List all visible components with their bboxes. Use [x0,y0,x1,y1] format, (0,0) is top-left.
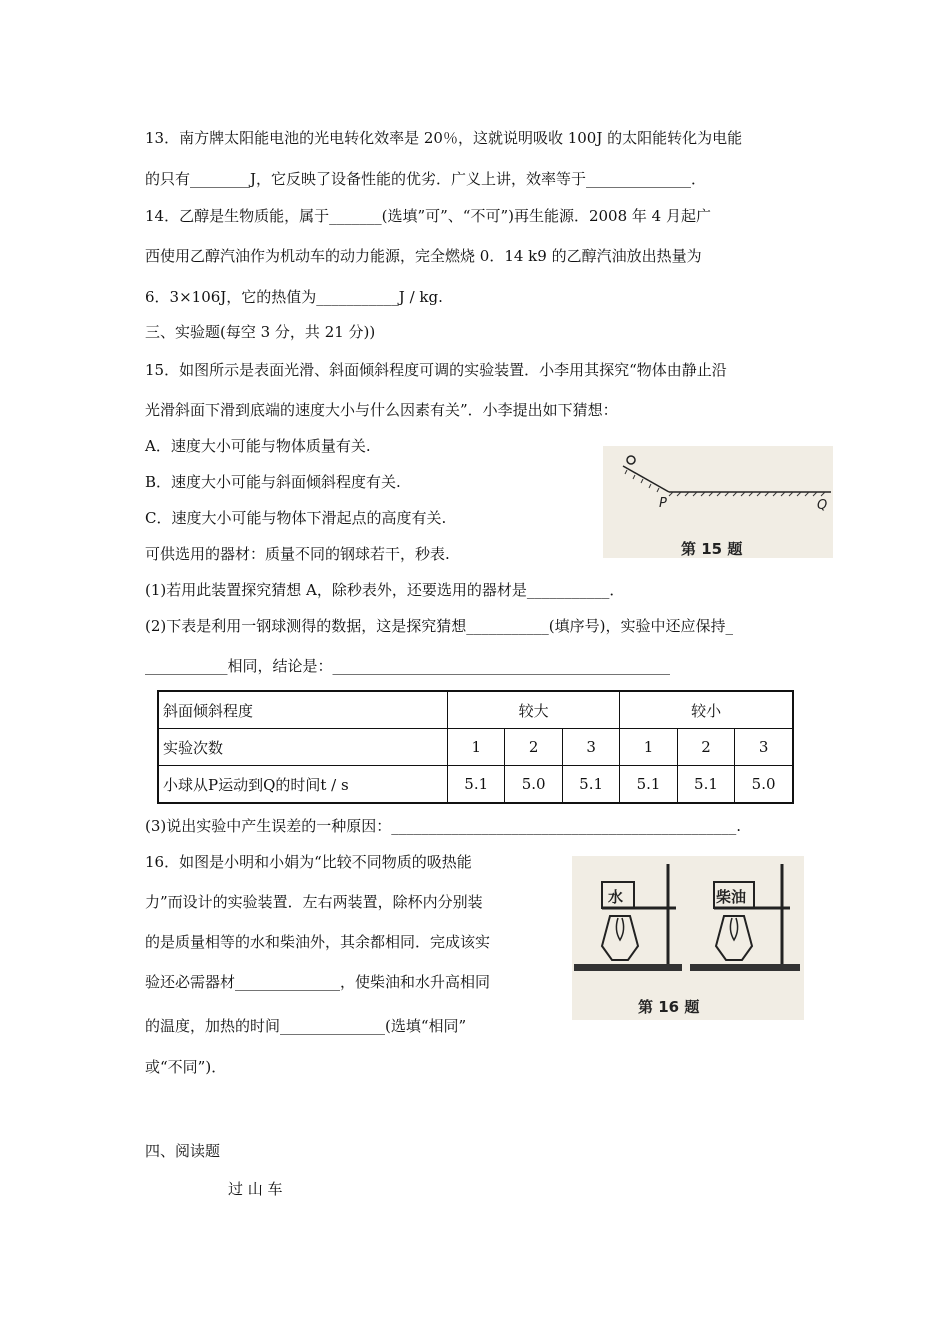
table-cell: 5.1 [677,766,734,804]
q14-line-3: 6．3×106J，它的热值为___________J / kg. [145,288,443,306]
table-header-cell: 斜面倾斜程度 [158,691,448,729]
q15-materials: 可供选用的器材：质量不同的钢球若干，秒表. [145,545,450,563]
ball-icon [627,456,635,464]
q16-figure-caption: 第 16 题 [638,998,700,1016]
left-burner-icon [602,916,638,960]
q15-line-1: 15．如图所示是表面光滑、斜面倾斜程度可调的实验装置．小李用其探究“物体由静止沿 [145,361,727,379]
table-cell: 5.0 [505,766,562,804]
right-beaker-label: 柴油 [716,888,747,906]
point-p-label: P [659,496,667,511]
table-header-cell: 小球从P运动到Q的时间t / s [158,766,448,804]
left-flame-icon [616,918,623,940]
right-burner-icon [716,916,752,960]
incline-line [623,466,669,492]
table-cell: 2 [505,729,562,766]
right-flame-icon [730,918,737,940]
q14-line-2: 西使用乙醇汽油作为机动车的动力能源，完全燃烧 0．14 k9 的乙醇汽油放出热量为 [145,247,702,265]
q16-line-3: 的是质量相等的水和柴油外，其余都相同．完成该实 [145,933,491,951]
q15-sub-3: (3)说出实验中产生误差的一种原因：______________________________________________. [145,817,742,835]
left-beaker-label: 水 [608,888,624,906]
q15-option-b: B．速度大小可能与斜面倾斜程度有关. [145,473,401,491]
q13-line-2: 的只有________J，它反映了设备性能的优劣．广义上讲，效率等于______________． [145,170,707,188]
section-3-heading: 三、实验题(每空 3 分，共 21 分)) [145,323,376,341]
q15-option-a: A．速度大小可能与物体质量有关. [145,437,371,455]
table-group-cell: 较小 [620,691,793,729]
table-cell: 5.1 [620,766,677,804]
right-base [690,964,800,971]
table-row [158,766,793,804]
q15-line-2: 光滑斜面下滑到底端的速度大小与什么因素有关”．小李提出如下猜想： [145,401,618,419]
table-cell: 5.1 [448,766,505,804]
q15-sub-2b: ___________相同，结论是：_____________________________________________ [145,657,671,675]
table-header-cell: 实验次数 [158,729,448,766]
q16-line-2: 力”而设计的实验装置．左右两装置，除杯内分别装 [145,893,483,911]
q16-line-6: 或“不同”)． [145,1058,227,1076]
table-cell: 2 [677,729,734,766]
q16-figure [572,856,804,1020]
q15-figure-caption: 第 15 题 [681,540,743,558]
table-row [158,691,793,729]
q15-figure [603,446,833,558]
q15-sub-1: (1)若用此装置探究猜想 A，除秒表外，还要选用的器材是___________． [145,581,625,599]
table-cell: 1 [620,729,677,766]
table-row [158,729,793,766]
section-4-heading: 四、阅读题 [145,1142,221,1160]
q15-option-c: C．速度大小可能与物体下滑起点的高度有关. [145,509,447,527]
q15-sub-2a: (2)下表是利用一钢球测得的数据，这是探究猜想___________(填序号)，实验中还应保持_ [145,617,733,635]
table-cell: 1 [448,729,505,766]
left-base [574,964,682,971]
point-q-label: Q [817,498,828,513]
q14-line-1: 14．乙醇是生物质能，属于_______(选填”可”、“不可”)再生能源．2008 年 4 月起广 [145,207,711,225]
table-cell: 5.0 [735,766,793,804]
q16-line-1: 16．如图是小明和小娟为“比较不同物质的吸热能 [145,853,472,871]
table-group-cell: 较大 [448,691,620,729]
table-cell: 3 [562,729,619,766]
q16-line-5: 的温度，加热的时间______________(选填“相同” [145,1017,467,1035]
reading-title: 过 山 车 [228,1180,283,1198]
table-cell: 5.1 [562,766,619,804]
q13-line-1: 13．南方牌太阳能电池的光电转化效率是 20％，这就说明吸收 100J 的太阳能转化为电能 [145,129,743,147]
q16-line-4: 验还必需器材______________，使柴油和水升高相同 [145,973,491,991]
data-table [157,690,794,804]
table-cell: 3 [735,729,793,766]
